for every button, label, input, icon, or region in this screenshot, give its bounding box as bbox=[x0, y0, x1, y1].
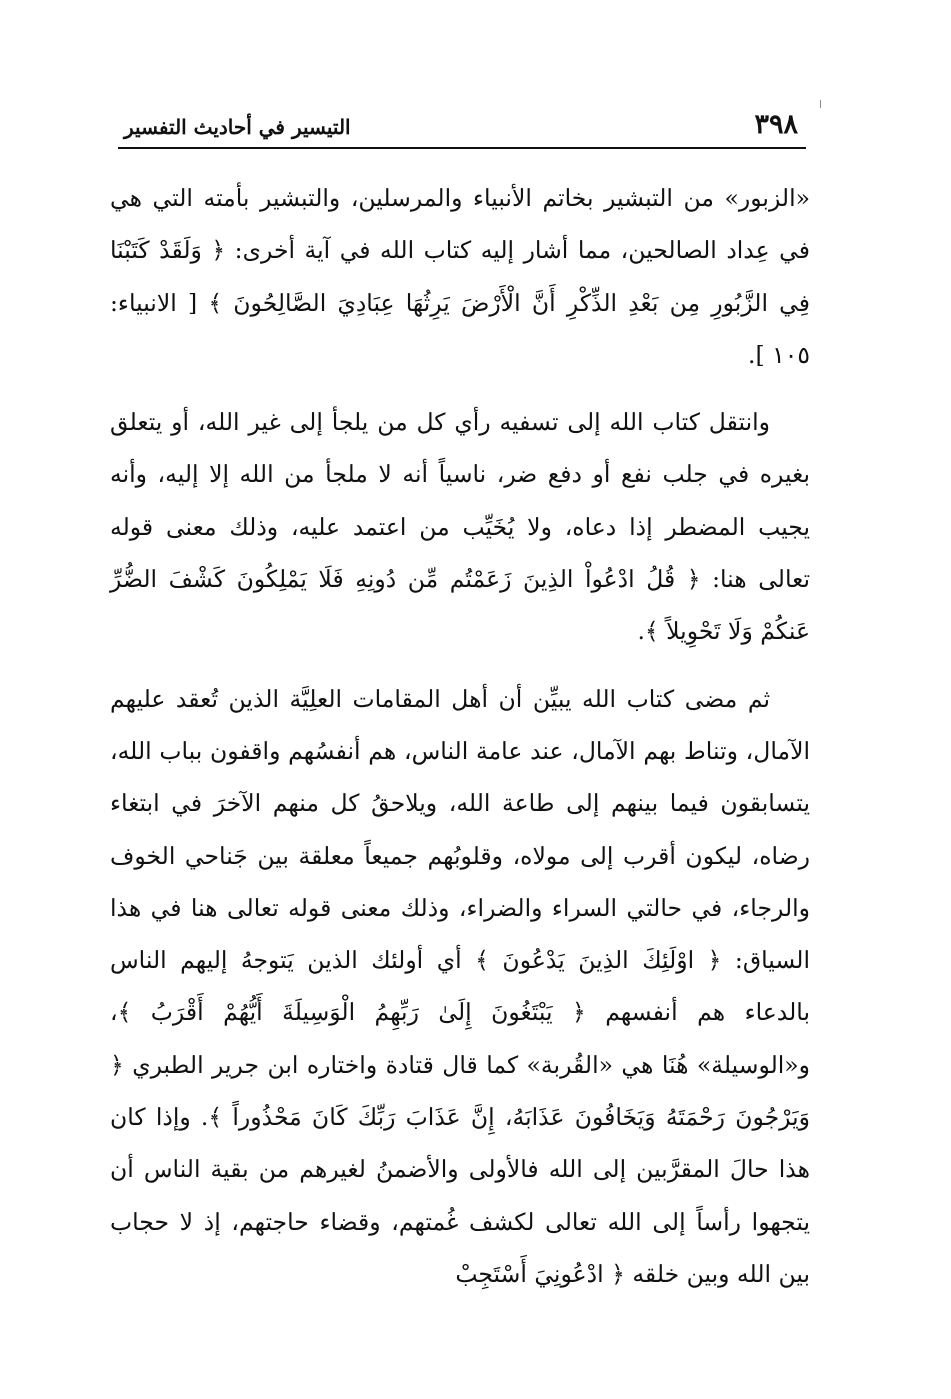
header-divider bbox=[118, 147, 806, 149]
paragraph-3: ثم مضى كتاب الله يبيِّن أن أهل المقامات العلِيَّة الذين تُعقد عليهم الآمال، وتناط بهم الآمال، عند عامة الناس، هم أنفسُهم واقفون بباب الله، يتسابقون فيما بينهم إلى طاعة الله، ويلاحقُ كل منهم الآخرَ في ابتغاء رضاه، ليكون أقرب إلى مولاه، وقلوبُهم جميعاً معلقة بين جَناحي الخوف والرجاء، في حالتي السراء والضراء، وذلك معنى قوله تعالى هنا في هذا السياق: ﴿ اوْلَئِكَ الذِينَ يَدْعُونَ ﴾ أي أولئك الذين يَتوجهُ إليهم الناس بالدعاء هم أنفسهم ﴿ يَبْتَغُونَ إِلَىٰ رَبِّهِمُ الْوَسِيلَةَ أَيُّهُمْ أَقْرَبُ ﴾، و«الوسيلة» هُنَا هي «القُربة» كما قال قتادة واختاره ابن جرير الطبري ﴿ وَيَرْجُونَ رَحْمَتَهُ وَيَخَافُونَ عَذَابَهُ، إِنَّ عَذَابَ رَبِّكَ كَانَ مَحْذُوراً ﴾. وإذا كان هذا حالَ المقرَّبين إلى الله فالأولى والأضمنُ لغيرهم من بقية الناس أن يتجهوا رأساً إلى الله تعالى لكشف غُمتهم، وقضاء حاجتهم، إذ لا حجاب بين الله وبين خلقه ﴿ ادْعُونِيَ أَسْتَجِبْ bbox=[110, 684, 810, 1288]
paragraph-2: وانتقل كتاب الله إلى تسفيه رأي كل من يلجأ إلى غير الله، أو يتعلق بغيره في جلب نفع أو دفع ضر، ناسياً أنه لا ملجأ من الله إلا إليه، وأنه يجيب المضطر إذا دعاه، ولا يُخَيِّب من اعتمد عليه، وذلك معنى قوله تعالى هنا: ﴿ قُلُ ادْعُواْ الذِينَ زَعَمْتُم مِّن دُونِهِ فَلَا يَمْلِكُونَ كَشْفَ الضُّرِّ عَنكُمْ وَلَا تَحْوِيلاً ﴾. bbox=[110, 408, 810, 646]
paragraph-gap bbox=[110, 381, 810, 396]
scan-edge-mark bbox=[820, 100, 821, 108]
running-header bbox=[118, 108, 806, 146]
paragraph-1: «الزبور» من التبشير بخاتم الأنبياء والمرسلين، والتبشير بأمته التي هي في عِداد الصالحين، مما أشار إليه كتاب الله في آية أخرى: ﴿ وَلَقَدْ كَتَبْنَا فِي الزَّبُورِ مِن بَعْدِ الذِّكْرِ أَنَّ الْأَرْضَ يَرِثُهَا عِبَادِيَ الصَّالِحُونَ ﴾ [ الانبياء: ١٠٥ ]. bbox=[110, 184, 810, 369]
page-body bbox=[110, 172, 810, 1300]
book-title: التيسير في أحاديث التفسير bbox=[124, 115, 351, 139]
paragraph-gap bbox=[110, 658, 810, 673]
page-number: ٣٩٨ bbox=[754, 109, 798, 140]
